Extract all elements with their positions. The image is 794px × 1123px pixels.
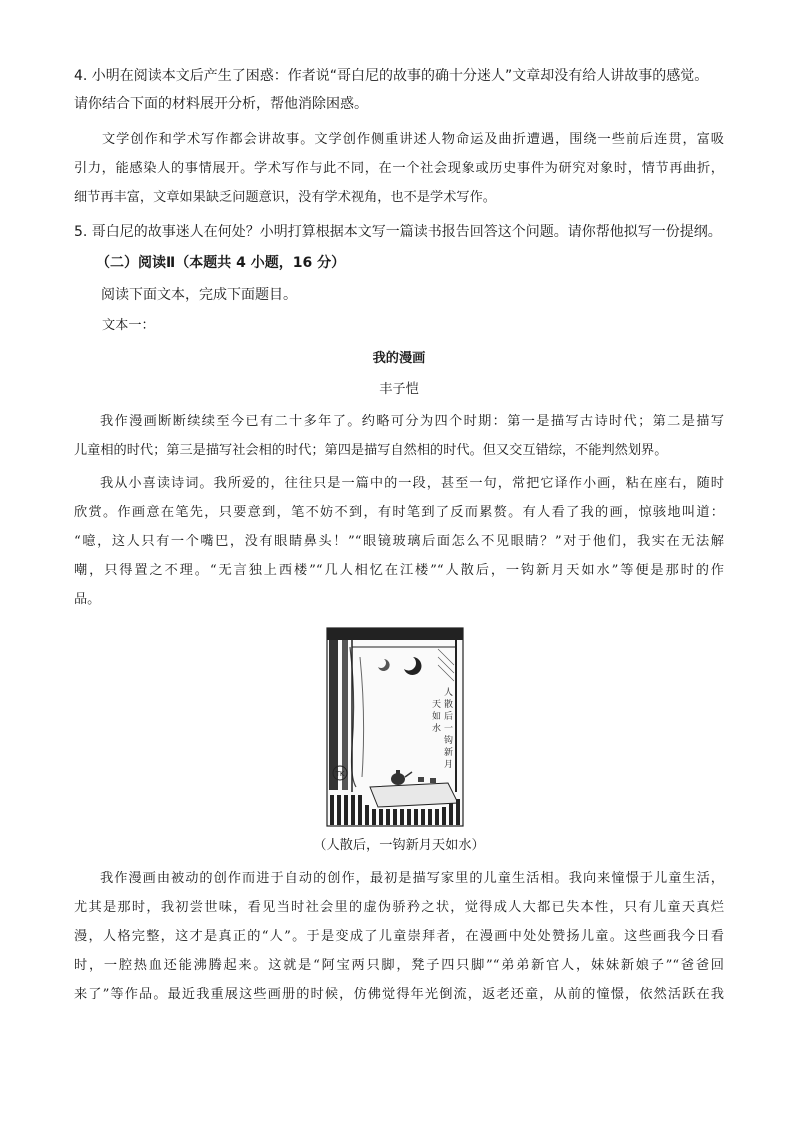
question-5-text: 5. 哥白尼的故事迷人在何处？小明打算根据本文写一篇读书报告回答这个问题。请你帮他拟写一份提纲。 xyxy=(74,224,722,240)
inscription-char: 水 xyxy=(432,724,442,734)
paragraph-line: 漫，人格完整，这才是真正的“人”。于是变成了儿童崇拜者，在漫画中处处赞扬儿童。这些画我今日看 xyxy=(74,929,724,944)
paragraph-line: 来了”等作品。最近我重展这些画册的时候，仿佛觉得年光倒流，返老还童，从前的憧憬，依然活跃在我 xyxy=(74,987,724,1002)
text-label xyxy=(102,312,402,340)
inscription-char: 新 xyxy=(444,748,454,758)
paragraph-line: 欣赏。作画意在笔先，只要意到，笔不妨不到，有时笔到了反而累赘。有人看了我的画，惊骇地叫道： xyxy=(74,505,724,520)
inscription-char: 天 xyxy=(432,700,442,710)
essay-heading xyxy=(74,345,724,404)
essay-paragraph-2 xyxy=(74,469,724,614)
material-line-1: 文学创作和学术写作都会讲故事。文学创作侧重讲述人物命运及曲折遭遇，围绕一些前后连贯，富吸 xyxy=(102,132,724,147)
material-passage xyxy=(74,125,724,212)
illustration-caption xyxy=(74,832,724,860)
instruction-text: 阅读下面文本，完成下面题目。 xyxy=(101,287,297,303)
essay-paragraph-1 xyxy=(74,407,724,465)
paragraph-line: 我从小喜读诗词。我所爱的，往往只是一篇中的一段，甚至一句，常把它译作小画，粘在座右，随时 xyxy=(100,476,724,491)
essay-author: 丰子恺 xyxy=(379,382,419,397)
section-title-text: （二）阅读Ⅱ（本题共 4 小题，16 分） xyxy=(96,255,346,271)
manhua-illustration xyxy=(326,627,464,827)
section-title xyxy=(96,249,696,277)
paragraph-line: 儿童相的时代；第三是描写社会相的时代；第四是描写自然相的时代。但又交互错综，不能判然划界。 xyxy=(74,443,668,458)
material-line-3: 细节再丰富，文章如果缺乏问题意识，没有学术视角，也不是学术写作。 xyxy=(74,190,496,205)
question-5 xyxy=(74,218,724,246)
inscription-char: 散 xyxy=(444,700,454,710)
caption-text: （人散后，一钩新月天如水） xyxy=(313,838,485,853)
inscription-char: 钩 xyxy=(444,736,454,746)
question-4 xyxy=(74,62,724,118)
material-line-2: 引力，能感染人的事情展开。学术写作与此不同，在一个社会现象或历史事件为研究对象时，情节再曲折， xyxy=(74,161,724,176)
inscription-char: 月 xyxy=(444,760,454,770)
paragraph-line: 时，一腔热血还能沸腾起来。这就是“阿宝两只脚，凳子四只脚”“弟弟新官人，妹妹新娘子”“爸爸回 xyxy=(74,958,724,973)
inscription-char: 后 xyxy=(444,712,454,722)
inscription-char: 一 xyxy=(444,724,454,734)
question-4-line-2: 请你结合下面的材料展开分析，帮他消除困惑。 xyxy=(74,96,368,112)
essay-paragraph-3 xyxy=(74,864,724,1009)
paragraph-line: 嘲，只得置之不理。“无言独上西楼”“几人相忆在江楼”“人散后，一钩新月天如水”等便是那时的作 xyxy=(74,563,724,578)
inscription-char: 人 xyxy=(444,688,454,698)
essay-title: 我的漫画 xyxy=(372,351,426,366)
paragraph-line: 我作漫画断断续续至今已有二十多年了。约略可分为四个时期：第一是描写古诗时代；第二是描写 xyxy=(100,414,724,429)
question-4-line-1: 4. 小明在阅读本文后产生了困惑：作者说“哥白尼的故事的确十分迷人”文章却没有给人讲故事的感觉。 xyxy=(74,68,709,84)
text-label-text: 文本一： xyxy=(102,318,155,333)
illustration-drawing xyxy=(326,627,464,827)
paragraph-line: 尤其是那时，我初尝世味，看见当时社会里的虚伪骄矜之状，觉得成人大都已失本性，只有儿童天真烂 xyxy=(74,900,724,915)
paragraph-line: 我作漫画由被动的创作而进于自动的创作，最初是描写家里的儿童生活相。我向来憧憬于儿童生活， xyxy=(100,871,724,886)
instruction xyxy=(101,281,701,309)
seal-text: TK xyxy=(335,770,345,778)
paragraph-line: 品。 xyxy=(74,592,101,607)
inscription-char: 如 xyxy=(432,712,442,722)
paragraph-line: “噫，这人只有一个嘴巴，没有眼睛鼻头！”“眼镜玻璃后面怎么不见眼睛？”对于他们，我实在无法解 xyxy=(74,534,724,549)
